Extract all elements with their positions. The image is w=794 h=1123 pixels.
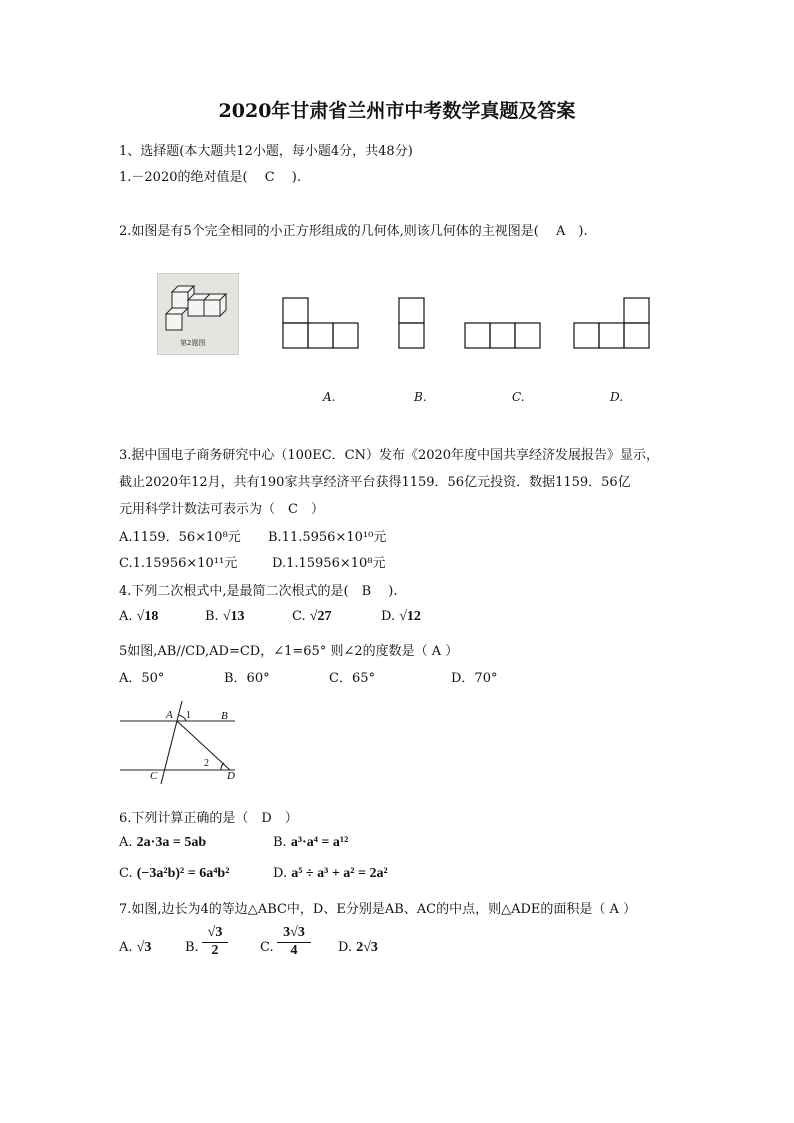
q6-option-d-label: D. [273,866,288,881]
question-3-line-3: 元用科学计数法可表示为（ C ） [119,502,324,517]
question-3-line-2: 截止2020年12月，共有190家共享经济平台获得1159．56亿元投资．数据1159．56亿 [119,475,631,490]
label-c: C [150,770,158,782]
q4-option-c-value: √27 [309,609,332,624]
q2-option-b-label: B. [414,390,427,404]
q2-option-a-label: A. [323,390,336,404]
q2-option-views [280,296,660,352]
q3-option-c: C.1.15956×10¹¹元 [119,556,238,571]
q4-option-d-value: √12 [399,609,421,624]
page-title: 2020年甘肃省兰州市中考数学真题及答案 [218,100,576,122]
q2-solid-drawing [158,274,238,354]
q2-option-a-view [283,298,358,348]
label-angle-1: 1 [186,710,191,721]
q3-option-b: B.11.5956×10¹⁰元 [268,530,387,545]
question-5: 5如图,AB//CD,AD=CD，∠1=65° 则∠2的度数是（ A ） [119,644,459,659]
question-3-line-1: 3.据中国电子商务研究中心（100EC．CN）发布《2020年度中国共享经济发展报告》显示， [119,448,660,463]
question-4: 4.下列二次根式中,是最简二次根式的是( B ). [119,584,398,599]
q5-option-b: B．60° [224,671,270,686]
q7-option-c-label: C. [260,940,274,955]
q6-option-a-value: 2a·3a = 5ab [136,835,207,850]
q7-option-b-numerator: √3 [202,925,228,943]
q7-option-c-denominator: 4 [290,943,298,958]
q3-option-a: A.1159．56×10⁸元 [119,530,241,545]
q7-option-b-fraction [202,925,228,959]
q2-option-d-view [574,298,649,348]
label-angle-2: 2 [204,758,209,769]
q3-option-d: D.1.15956×10⁸元 [272,556,386,571]
q6-option-c-value: (−3a²b)² = 6a⁴b² [136,866,230,881]
label-a: A [166,709,173,721]
q6-option-b-label: B. [273,835,287,850]
q2-option-c-view [465,323,540,348]
q5-option-d: D．70° [451,671,498,686]
question-7: 7.如图,边长为4的等边△ABC中，D、E分别是AB、AC的中点，则△ADE的面积是（ A ） [119,902,637,917]
section-heading: 1、选择题(本大题共12小题，每小题4分，共48分) [119,144,413,159]
q2-option-b-view [399,298,424,348]
angle-1-arc [179,715,186,721]
q6-option-b-value: a³·a⁴ = a¹² [290,835,349,850]
q5-option-c: C．65° [329,671,375,686]
q7-option-b-denominator: 2 [211,943,219,958]
q4-option-d-label: D. [381,609,396,624]
q5-geometry-figure [115,695,245,785]
question-1: 1.－2020的绝对值是( C ). [119,170,301,185]
q6-option-a-label: A. [119,835,133,850]
q5-option-a: A．50° [119,671,165,686]
q4-option-a-value: √18 [136,609,159,624]
q7-option-d-value: 2√3 [356,940,378,955]
label-b: B [221,710,228,722]
q2-solid-photo [157,273,239,355]
q2-photo-caption: 第2题图 [180,339,206,347]
q7-option-a-label: A. [119,940,133,955]
q4-option-b-value: √13 [222,609,245,624]
q2-option-c-label: C. [512,390,525,404]
q6-option-d-value: a⁵ ÷ a³ + a² = 2a² [291,866,388,881]
q7-option-d-label: D. [338,940,353,955]
q7-option-b-label: B. [185,940,199,955]
q7-option-a-value: √3 [136,940,152,955]
question-6: 6.下列计算正确的是（ D ） [119,811,298,826]
q4-option-c-label: C. [292,609,306,624]
q7-option-c-fraction [277,925,311,959]
q4-option-a-label: A. [119,609,133,624]
q2-option-d-label: D. [610,390,624,404]
q4-option-b-label: B. [205,609,219,624]
angle-2-arc [221,763,224,770]
question-2: 2.如图是有5个完全相同的小正方形组成的几何体,则该几何体的主视图是( A ). [119,224,588,239]
q6-option-c-label: C. [119,866,133,881]
q7-option-c-numerator: 3√3 [277,925,311,943]
label-d: D [227,770,235,782]
